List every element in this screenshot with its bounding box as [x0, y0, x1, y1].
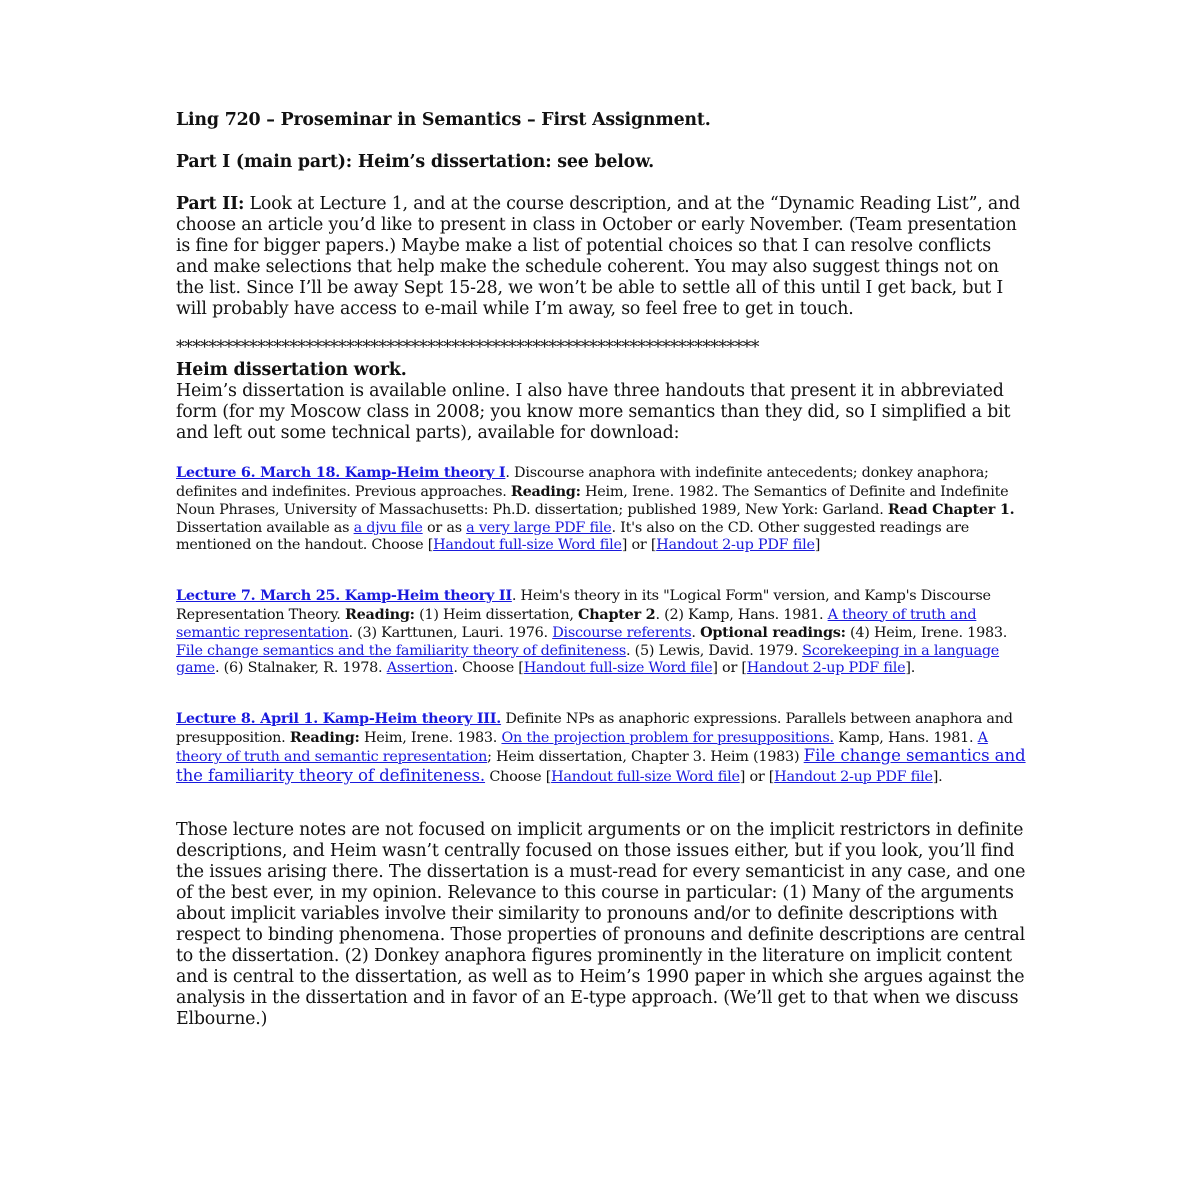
lecture-8-entry: [176, 710, 1026, 786]
heim-section-heading: [176, 360, 1026, 381]
discourse-referents-link[interactable]: Discourse referents: [552, 625, 692, 642]
lecture-7-text-4: . (3) Karttunen, Lauri. 1976.: [348, 625, 553, 642]
lecture-6-text-7: ]: [814, 537, 821, 554]
lecture-8-text-6: ] or [: [739, 768, 775, 785]
lecture-8-kamp-theory-link[interactable]: A theory of truth and semantic representation: [176, 729, 988, 766]
assertion-link[interactable]: Assertion: [386, 660, 454, 677]
lecture-6-text-4: or as: [422, 519, 467, 536]
heim-intro-paragraph: Heim’s dissertation is available online. I also have three handouts that present it in abbreviated form (for my Moscow class in 2008; you know more semantics than they did, so I simplified a bit and left out some technical parts), available for download:: [176, 381, 1011, 443]
lecture-6-text-2: Heim, Irene. 1982. The Semantics of Definite and Indefinite Noun Phrases, University of Massachusetts: Ph.D. dissertation; published 1989, New York: Garland.: [176, 483, 1009, 519]
lecture-6-word-handout-link[interactable]: Handout full-size Word file: [433, 537, 622, 554]
lecture-8-reading-label: Reading:: [289, 728, 360, 746]
lecture-7-text-10: ] or [: [712, 660, 747, 677]
lecture-7-optional-label: Optional readings:: [700, 624, 846, 642]
djvu-file-link[interactable]: a djvu file: [353, 519, 423, 536]
file-change-semantics-link[interactable]: File change semantics and the familiarity theory of definiteness: [176, 642, 627, 659]
lecture-7-word-handout-link[interactable]: Handout full-size Word file: [523, 660, 713, 677]
lecture-8-text-4: ; Heim dissertation, Chapter 3. Heim (1983): [487, 749, 804, 766]
lecture-7-text-6: (4) Heim, Irene. 1983.: [845, 625, 1008, 642]
lecture-7-text-9: . Choose [: [453, 660, 524, 677]
lecture-8-word-handout-link[interactable]: Handout full-size Word file: [551, 768, 740, 785]
lecture-6-link[interactable]: Lecture 6. March 18. Kamp-Heim theory I: [176, 464, 506, 481]
lecture-6-read-chapter: Read Chapter 1.: [887, 501, 1015, 519]
kamp-theory-link[interactable]: A theory of truth and semantic representation: [176, 606, 977, 642]
lecture-8-text-3: Kamp, Hans. 1981.: [833, 729, 978, 746]
lecture-7-link[interactable]: Lecture 7. March 25. Kamp-Heim theory II: [176, 587, 512, 604]
lecture-8-2up-pdf-link[interactable]: Handout 2-up PDF file: [774, 768, 933, 785]
lecture-6-text-6: ] or [: [621, 537, 657, 554]
lecture-7-text-1: . Heim's theory in its "Logical Form" version, and Kamp's Discourse Representation Theory.: [176, 588, 991, 623]
lecture-8-text-5: Choose [: [485, 768, 552, 785]
lecture-6-entry: [176, 464, 1026, 555]
lecture-6-text-1: . Discourse anaphora with indefinite antecedents; donkey anaphora; definites and indefinites. Previous approaches.: [176, 465, 989, 500]
lecture-7-chapter-2: Chapter 2: [577, 605, 656, 623]
separator-stars: ************************************************************************: [176, 338, 759, 358]
lecture-7-reading-label: Reading:: [344, 605, 415, 623]
assignment-title: [176, 110, 1026, 131]
lecture-7-text-8: . (6) Stalnaker, R. 1978.: [214, 660, 387, 677]
lecture-7-text-2: (1) Heim dissertation,: [414, 606, 578, 623]
lecture-7-entry: [176, 587, 1026, 678]
lecture-8-file-change-link[interactable]: File change semantics and the familiarity theory of definiteness.: [176, 746, 1026, 785]
lecture-7-text-5: .: [691, 625, 701, 642]
lecture-6-text-3: Dissertation available as: [176, 519, 354, 536]
large-pdf-link[interactable]: a very large PDF file: [466, 519, 612, 536]
lecture-8-text-7: ].: [932, 768, 943, 785]
heim-heading-text: Heim dissertation work.: [176, 360, 407, 380]
part-one-heading: [176, 152, 1026, 173]
part-two-text: Look at Lecture 1, and at the course description, and at the “Dynamic Reading List”, and choose an article you’d like to present in class in October or early November. (Team presentation is fine for bigger papers.) Maybe make a list of potential choices so that I can resolve conflicts and make selections that help make the schedule coherent. You may also suggest things not on the list. Since I’ll be away Sept 15-28, we won’t be able to settle all of this until I get back, but I will probably have access to e-mail while I’m away, so feel free to get in touch.: [176, 194, 1021, 319]
projection-problem-link[interactable]: On the projection problem for presuppositions.: [501, 729, 834, 746]
part-two-paragraph: [176, 194, 1026, 320]
lecture-7-2up-pdf-link[interactable]: Handout 2-up PDF file: [746, 660, 906, 677]
lecture-6-2up-pdf-link[interactable]: Handout 2-up PDF file: [656, 537, 815, 554]
lecture-8-link[interactable]: Lecture 8. April 1. Kamp-Heim theory III.: [176, 710, 502, 727]
lecture-6-reading-label: Reading:: [510, 482, 581, 500]
part-two-label: Part II:: [176, 194, 245, 214]
lecture-8-text-1: Definite NPs as anaphoric expressions. Parallels between anaphora and presupposition.: [176, 711, 1013, 746]
lecture-6-text-5: . It's also on the CD. Other suggested readings are mentioned on the handout. Choose [: [176, 519, 970, 554]
lecture-7-text-7: . (5) Lewis, David. 1979.: [626, 642, 803, 659]
scorekeeping-link[interactable]: Scorekeeping in a language game: [176, 642, 1000, 677]
closing-paragraph: Those lecture notes are not focused on implicit arguments or on the implicit restrictors in definite descriptions, and Heim wasn’t centrally focused on those issues either, but if you look, you’ll find the issues arising there. The dissertation is a must-read for every semanticist in any case, and one of the best ever, in my opinion. Relevance to this course in particular: (1) Many of the arguments about implicit variables involve their similarity to pronouns and/or to definite descriptions with respect to binding phenomena. Those properties of pronouns and definite descriptions are central to the dissertation. (2) Donkey anaphora figures prominently in the literature on implicit content and is central to the dissertation, as well as to Heim’s 1990 paper in which she argues against the analysis in the dissertation and in favor of an E-type approach. (We’ll get to that when we discuss Elbourne.): [176, 820, 1026, 1029]
lecture-7-text-3: . (2) Kamp, Hans. 1981.: [655, 606, 828, 623]
lecture-8-text-2: Heim, Irene. 1983.: [359, 729, 502, 746]
title-text: Ling 720 – Proseminar in Semantics – First Assignment.: [176, 110, 711, 130]
lecture-7-text-11: ].: [905, 660, 916, 677]
part-one-text: Part I (main part): Heim’s dissertation: see below.: [176, 152, 654, 172]
